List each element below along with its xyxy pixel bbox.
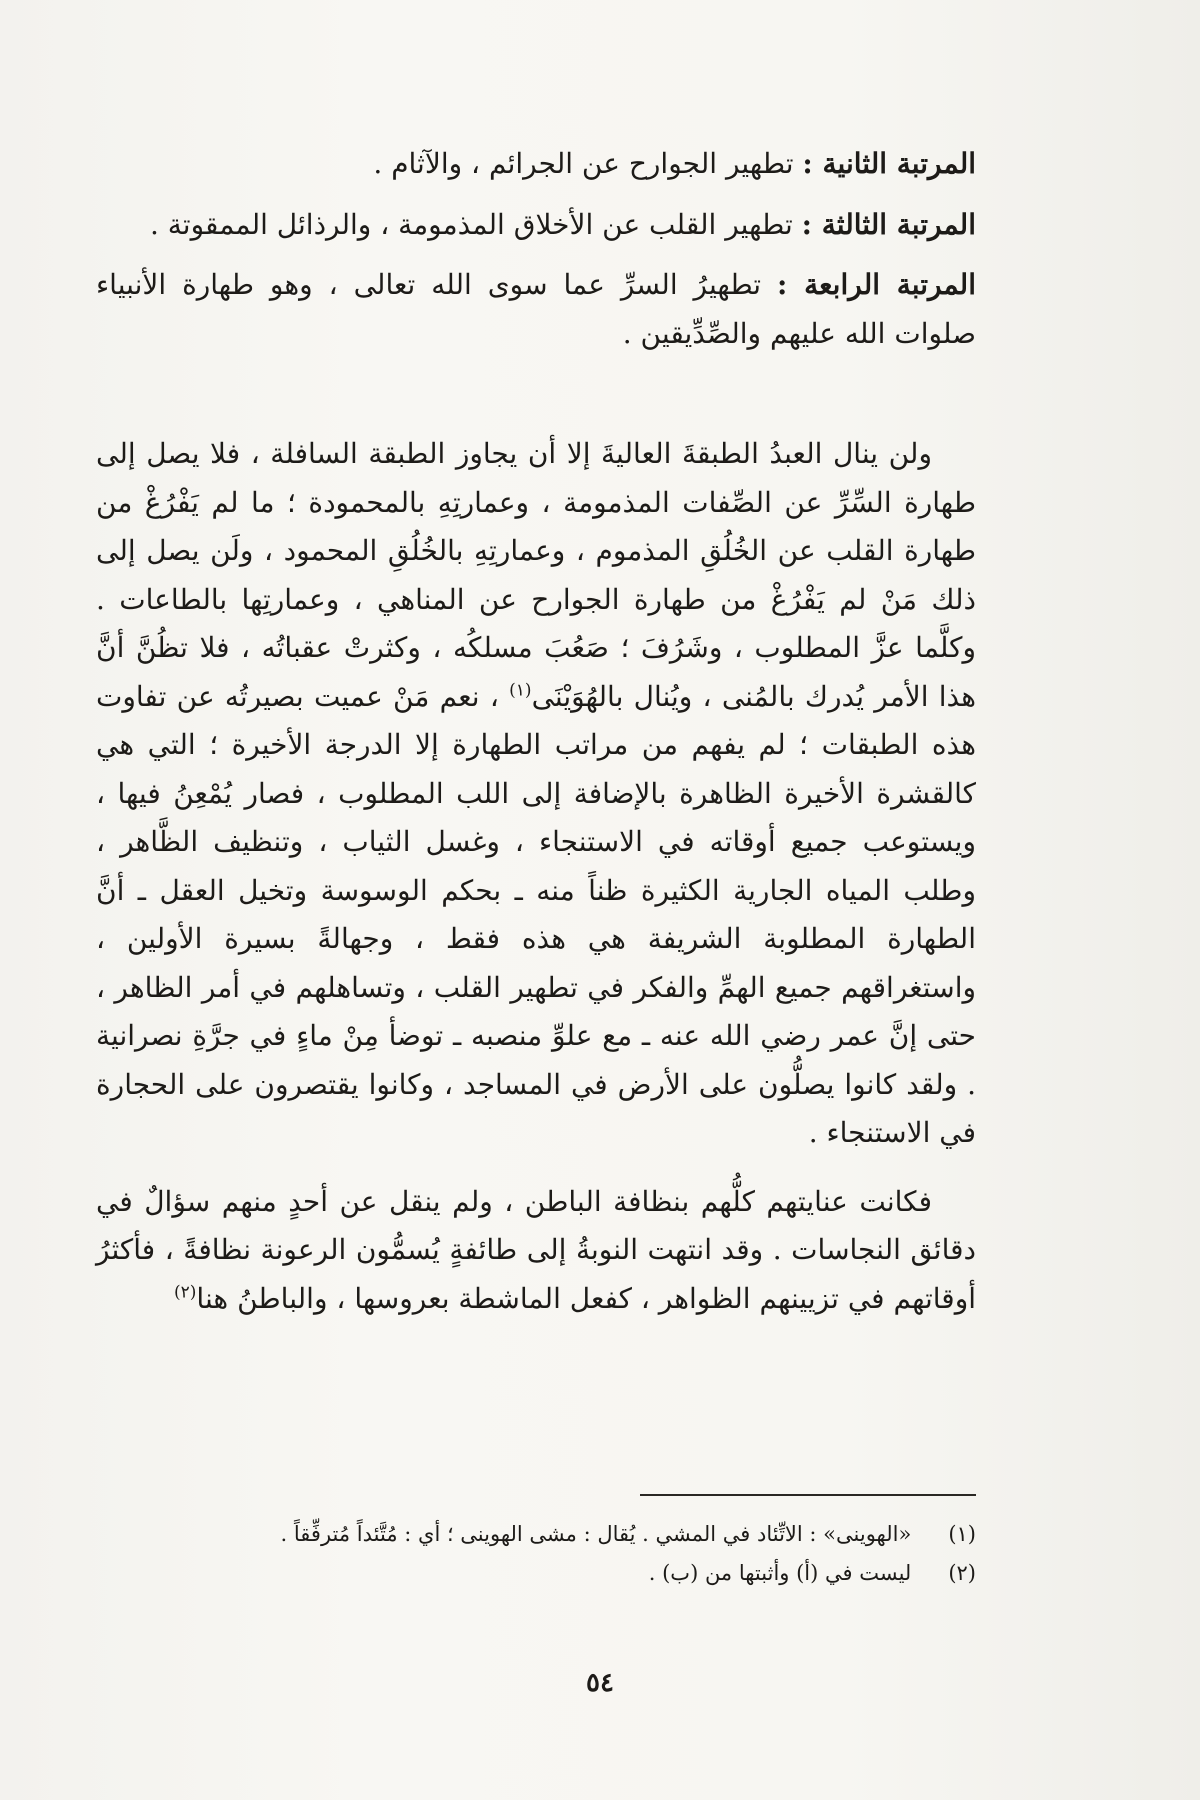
rank-label: المرتبة الثالثة : — [801, 207, 976, 241]
purification-ranks — [96, 140, 976, 370]
footnote-1 — [96, 1515, 976, 1554]
rank-text: تطهيرُ السرِّ عما سوى الله تعالى ، وهو طهارة الأنبياء صلوات الله عليهم والصِّدِّيقين . — [96, 268, 976, 350]
main-text — [96, 430, 976, 1323]
rank-third — [96, 201, 976, 250]
rank-text: تطهير الجوارح عن الجرائم ، والآثام . — [373, 147, 794, 180]
footnote-text: ليست في (أ) وأثبتها من (ب) . — [648, 1561, 912, 1585]
paragraph-text: ، نعم مَنْ عميت بصيرتُه عن تفاوت هذه الطبقات ؛ لم يفهم من مراتب الطهارة إلا الدرجة الأخيرة ؛ التي هي كالقشرة الأخيرة الظاهرة بالإضافة إلى اللب المطلوب ، فصار يُمْعِنُ فيها ، ويستوعب جميع أوقاته في الاستنجاء ، وغسل الثياب ، وتنظيف الظَّاهر ، وطلب المياه الجارية الكثيرة ظناً منه ـ بحكم الوسوسة وتخيل العقل ـ أنَّ الطهارة المطلوبة الشريفة هي هذه فقط ، وجهالةً بسيرة الأولين ، واستغراقهم جميع الهمِّ والفكر في تطهير القلب ، وتساهلهم في أمر الظاهر ، حتى إنَّ عمر رضي الله عنه ـ مع علوِّ منصبه ـ توضأ مِنْ ماءٍ في جرَّةِ نصرانية . ولقد كانوا يصلُّون على الأرض في المساجد ، وكانوا يقتصرون على الحجارة في الاستنجاء . — [96, 679, 976, 1149]
rank-text: تطهير القلب عن الأخلاق المذمومة ، والرذائل الممقوتة . — [149, 207, 793, 241]
rank-label: المرتبة الثانية : — [802, 147, 976, 180]
footnote-ref-1[interactable]: (١) — [509, 680, 532, 701]
paragraph-text: ولن ينال العبدُ الطبقةَ العاليةَ إلا أن يجاوز الطبقة السافلة ، فلا يصل إلى طهارة السِّرِّ عن الصِّفات المذمومة ، وعمارتِهِ بالمحمودة ؛ ما لم يَفْرُغْ من طهارة القلب عن الخُلُقِ المذموم ، وعمارتِهِ بالخُلُقِ المحمود ، ولَن يصل إلى ذلك مَنْ لم يَفْرُغْ من طهارة الجوارح عن المناهي ، وعمارتِها بالطاعات . وكلَّما عزَّ المطلوب ، وشَرُفَ ؛ صَعُبَ مسلكُه ، وكثرتْ عقباتُه ، فلا تظُنَّ أنَّ هذا الأمر يُدرك بالمُنى ، ويُنال بالهُوَيْنَى — [96, 437, 976, 713]
footnote-number: (١) — [948, 1522, 976, 1546]
footnote-number: (٢) — [948, 1561, 976, 1585]
rank-second — [96, 140, 976, 189]
footnote-2 — [96, 1554, 976, 1593]
footnote-text: «الهوينى» : الاتِّئاد في المشي . يُقال : مشى الهوينى ؛ أي : مُتَّئداً مُترفِّقاً . — [280, 1522, 912, 1546]
paragraph-levels — [96, 430, 976, 1158]
rank-label: المرتبة الرابعة : — [777, 268, 976, 301]
paragraph-care — [96, 1178, 976, 1324]
page-number: ٥٤ — [586, 1668, 614, 1698]
footnotes — [96, 1515, 976, 1593]
rank-fourth — [96, 261, 976, 358]
paragraph-text: فكانت عنايتهم كلُّهم بنظافة الباطن ، ولم ينقل عن أحدٍ منهم سؤالٌ في دقائق النجاسات . وقد انتهت النوبةُ إلى طائفةٍ يُسمُّون الرعونة نظافةً ، فأكثرُ أوقاتهم في تزيينهم الظواهر ، كفعل الماشطة بعروسها ، والباطنُ هنا — [96, 1184, 976, 1315]
footnote-ref-2[interactable]: (٢) — [174, 1282, 197, 1303]
footnote-divider — [640, 1494, 976, 1496]
